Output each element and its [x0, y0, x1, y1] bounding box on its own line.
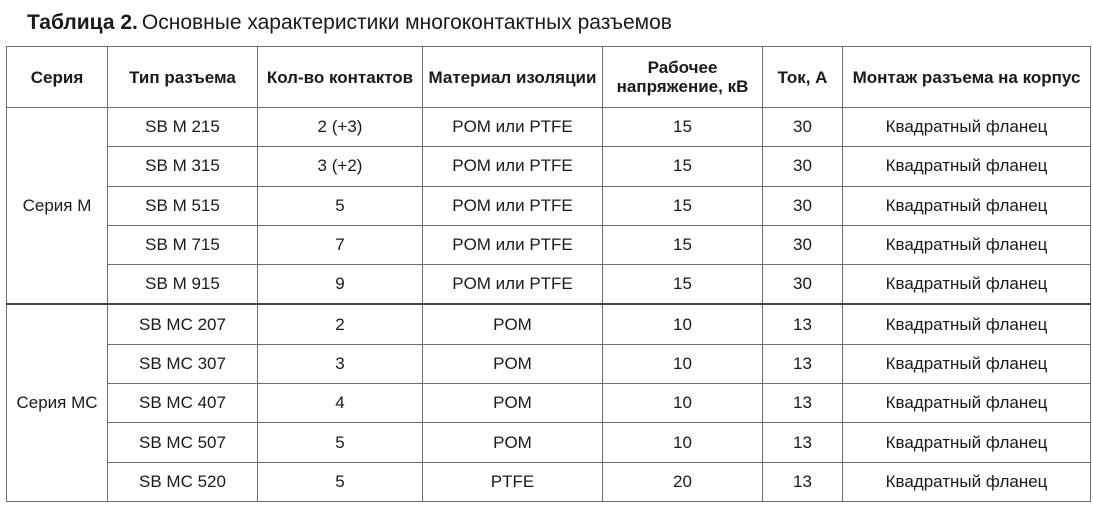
series-cell: Серия MC — [7, 304, 108, 501]
table-row — [7, 423, 1091, 462]
table-cell: 3 (+2) — [258, 147, 423, 186]
table-cell: POM — [423, 344, 603, 383]
table-cell: POM или PTFE — [423, 265, 603, 305]
table-cell: 4 — [258, 384, 423, 423]
header-cell: Тип разъема — [108, 47, 258, 108]
table-cell: 10 — [603, 344, 763, 383]
table-cell: 15 — [603, 108, 763, 147]
table-cell: 15 — [603, 186, 763, 225]
table-cell: 2 — [258, 304, 423, 344]
table-cell: POM — [423, 304, 603, 344]
table-cell: 10 — [603, 423, 763, 462]
table-caption — [27, 9, 672, 37]
table-cell: 7 — [258, 225, 423, 264]
table-cell: POM или PTFE — [423, 147, 603, 186]
table-row — [7, 225, 1091, 264]
table-cell: Квадратный фланец — [843, 423, 1091, 462]
table-cell: 30 — [763, 225, 843, 264]
table-cell: SB M 315 — [108, 147, 258, 186]
header-cell: Материал изоляции — [423, 47, 603, 108]
table-row — [7, 304, 1091, 344]
header-cell: Рабочее напряжение, кВ — [603, 47, 763, 108]
table-cell: 30 — [763, 186, 843, 225]
table-cell: 9 — [258, 265, 423, 305]
table-cell: POM — [423, 384, 603, 423]
table-cell: PTFE — [423, 462, 603, 501]
header-cell: Монтаж разъема на корпус — [843, 47, 1091, 108]
table-cell: SB MC 520 — [108, 462, 258, 501]
header-cell: Кол-во контактов — [258, 47, 423, 108]
table-cell: Квадратный фланец — [843, 147, 1091, 186]
caption-label: Таблица 2. — [27, 11, 138, 34]
table-cell: 5 — [258, 462, 423, 501]
table-cell: 15 — [603, 147, 763, 186]
table-cell: POM или PTFE — [423, 108, 603, 147]
table-cell: 5 — [258, 423, 423, 462]
table-cell: 2 (+3) — [258, 108, 423, 147]
caption-text: Основные характеристики многоконтактных разъемов — [141, 11, 672, 34]
table-cell: Квадратный фланец — [843, 108, 1091, 147]
table-cell: Квадратный фланец — [843, 304, 1091, 344]
table-row — [7, 265, 1091, 305]
table-cell: 13 — [763, 304, 843, 344]
table-cell: 30 — [763, 147, 843, 186]
table-cell: POM — [423, 423, 603, 462]
table-cell: Квадратный фланец — [843, 344, 1091, 383]
table-cell: 5 — [258, 186, 423, 225]
table-row — [7, 186, 1091, 225]
table-cell: 3 — [258, 344, 423, 383]
table-cell: 20 — [603, 462, 763, 501]
table-row — [7, 108, 1091, 147]
table-cell: POM или PTFE — [423, 225, 603, 264]
table-cell: SB MC 507 — [108, 423, 258, 462]
table-cell: Квадратный фланец — [843, 384, 1091, 423]
table-cell: SB M 915 — [108, 265, 258, 305]
table-cell: 13 — [763, 423, 843, 462]
table-cell: 13 — [763, 344, 843, 383]
table-cell: SB MC 307 — [108, 344, 258, 383]
table-cell: 30 — [763, 265, 843, 305]
table-cell: SB M 715 — [108, 225, 258, 264]
header-cell: Серия — [7, 47, 108, 108]
table-cell: SB M 215 — [108, 108, 258, 147]
table-cell: 15 — [603, 225, 763, 264]
table-cell: Квадратный фланец — [843, 265, 1091, 305]
table-cell: Квадратный фланец — [843, 225, 1091, 264]
table-row — [7, 344, 1091, 383]
table-body — [7, 108, 1091, 502]
table-row — [7, 147, 1091, 186]
table-cell: 15 — [603, 265, 763, 305]
table-cell: 13 — [763, 384, 843, 423]
table-cell: POM или PTFE — [423, 186, 603, 225]
table-cell: SB MC 207 — [108, 304, 258, 344]
header-cell: Ток, А — [763, 47, 843, 108]
table-row — [7, 384, 1091, 423]
table-cell: SB M 515 — [108, 186, 258, 225]
table-cell: 10 — [603, 304, 763, 344]
table-row — [7, 462, 1091, 501]
table-cell: Квадратный фланец — [843, 462, 1091, 501]
table-cell: 13 — [763, 462, 843, 501]
series-cell: Серия M — [7, 108, 108, 305]
table-cell: SB MC 407 — [108, 384, 258, 423]
table-cell: 30 — [763, 108, 843, 147]
connector-table — [6, 46, 1091, 502]
header-row — [7, 47, 1091, 108]
table-cell: 10 — [603, 384, 763, 423]
table-cell: Квадратный фланец — [843, 186, 1091, 225]
